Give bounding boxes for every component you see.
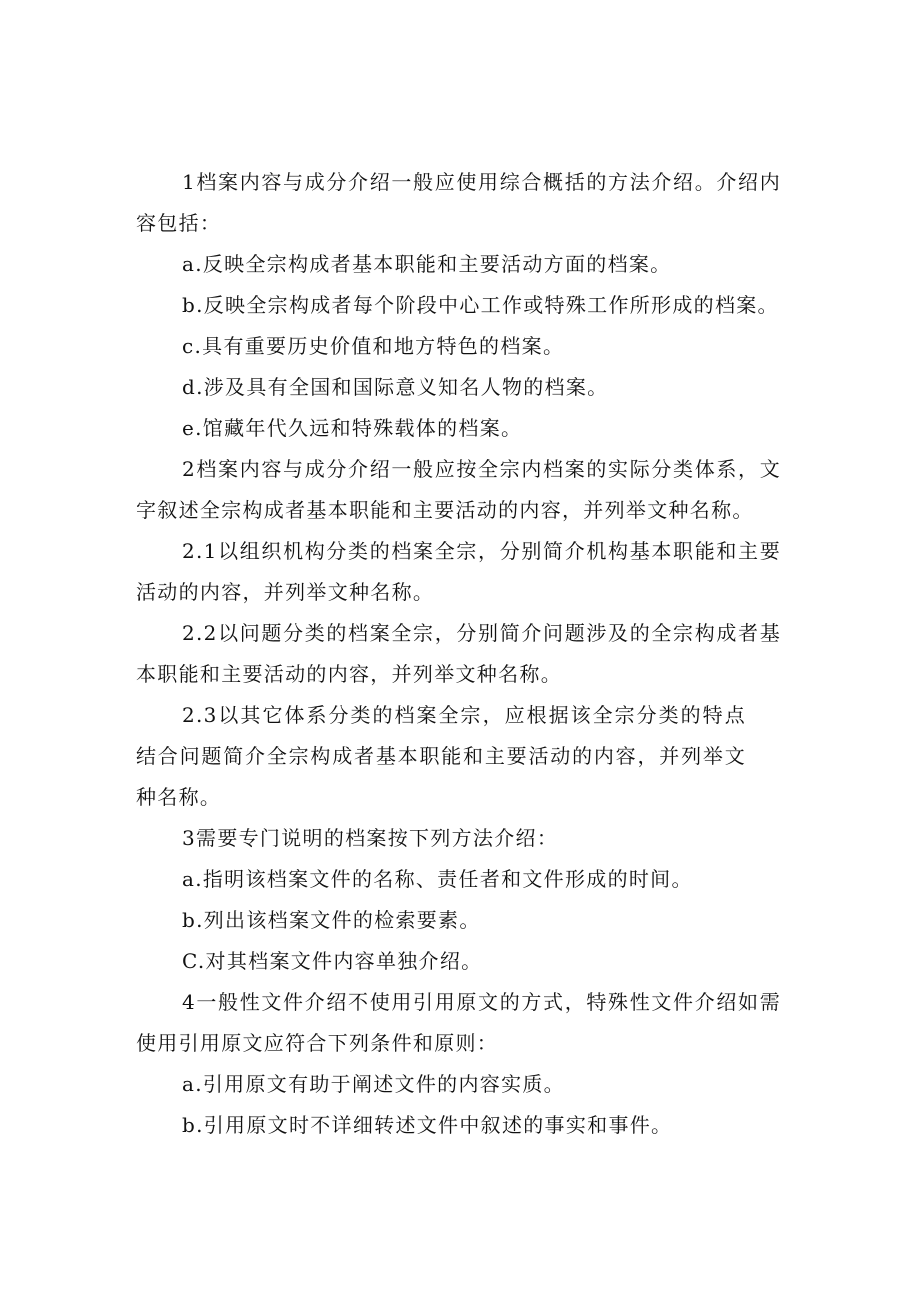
paragraph-1d: d.涉及具有全国和国际意义知名人物的档案。 (182, 375, 609, 399)
paragraph-3b: b.列出该档案文件的检索要素。 (182, 908, 481, 932)
paragraph-2-3: 2.3以其它体系分类的档案全宗，应根据该全宗分类的特点结合问题简介全宗构成者基本职能和主要活动的内容，并列举文种名称。 (136, 703, 746, 809)
paragraph-4: 4一般性文件介绍不使用引用原文的方式，特殊性文件介绍如需使用引用原文应符合下列条件和原则： (136, 990, 781, 1055)
document-body (136, 162, 781, 1146)
paragraph-1c: c.具有重要历史价值和地方特色的档案。 (182, 334, 565, 358)
paragraph-1a: a.反映全宗构成者基本职能和主要活动方面的档案。 (182, 252, 672, 276)
paragraph-3: 3需要专门说明的档案按下列方法介绍： (182, 826, 559, 850)
paragraph-4a: a.引用原文有助于阐述文件的内容实质。 (182, 1072, 565, 1096)
paragraph-2-2: 2.2以问题分类的档案全宗，分别简介问题涉及的全宗构成者基本职能和主要活动的内容，并列举文种名称。 (136, 621, 781, 686)
paragraph-3c: C.对其档案文件内容单独介绍。 (182, 949, 483, 973)
paragraph-1b: b.反映全宗构成者每个阶段中心工作或特殊工作所形成的档案。 (182, 293, 779, 317)
paragraph-3a: a.指明该档案文件的名称、责任者和文件形成的时间。 (182, 867, 693, 891)
paragraph-2: 2档案内容与成分介绍一般应按全宗内档案的实际分类体系，文字叙述全宗构成者基本职能和主要活动的内容，并列举文种名称。 (136, 457, 781, 522)
paragraph-1: 1档案内容与成分介绍一般应使用综合概括的方法介绍。介绍内容包括： (136, 170, 781, 235)
paragraph-4b: b.引用原文时不详细转述文件中叙述的事实和事件。 (182, 1113, 673, 1137)
paragraph-1e: e.馆藏年代久远和特殊载体的档案。 (182, 416, 523, 440)
paragraph-2-1: 2.1以组织机构分类的档案全宗，分别简介机构基本职能和主要活动的内容，并列举文种名称。 (136, 539, 781, 604)
